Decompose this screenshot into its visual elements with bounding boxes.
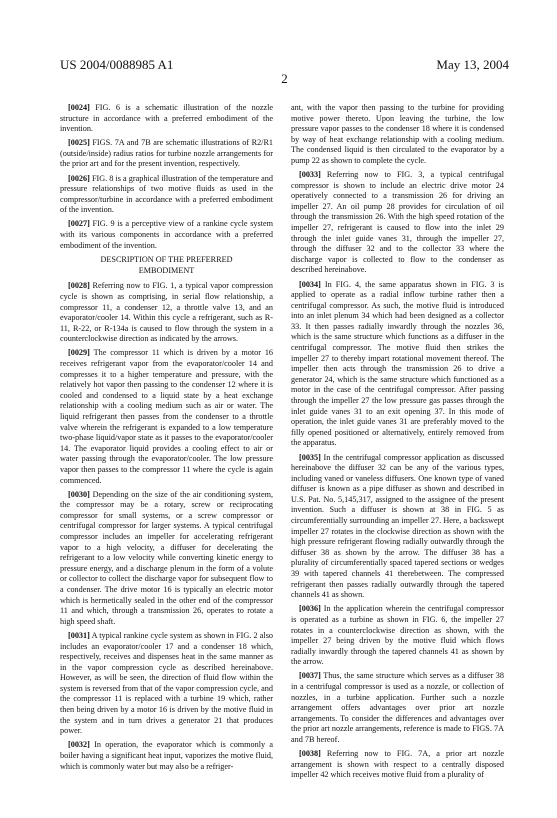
paragraph-number: [0025] xyxy=(68,138,90,148)
paragraph-number: [0038] xyxy=(299,749,321,759)
paragraph-0028 xyxy=(60,281,273,345)
paragraph-text: Referring now to FIG. 1, a typical vapor compression cycle is shown as comprising, in serial flow relationship, a compressor 11, a condenser 12, a throttle valve 13, and an evaporator/cooler 14. Within this cycle a refrigerant, such as R-11, R-22, or R-134a is caused to flow through the system in a counterclockwise direction as indicated by the arrows. xyxy=(60,281,273,344)
paragraph-number: [0024] xyxy=(68,103,90,112)
paragraph-0025 xyxy=(60,138,273,170)
paragraph-text: Referring now to FIG. 7A, a prior art nozzle arrangement is shown with respect to a centrally disposed impeller 42 which receives motive fluid from a plurality of xyxy=(291,749,505,780)
publication-date: May 13, 2004 xyxy=(436,57,509,72)
paragraph-text: Referring now to FIG. 3, a typical centrifugal compressor is shown to include an electric drive motor 24 operatively connected to a transmission 26 for driving an impeller 27. An oil pump 28 provides for circulation of oil through the transmission 26. With the high speed rotation of the impeller 27, refrigerant is caused to flow into the inlet 29 through the inlet guide vanes 31, through the impeller 27, through the diffuser 32 and to the collector 33 where the discharge vapor is collected to flow to the condenser as described hereinabove. xyxy=(291,170,504,275)
paragraph-0030 xyxy=(60,490,273,628)
paragraph-0038 xyxy=(291,749,504,781)
paragraph-0024 xyxy=(60,103,273,135)
section-heading-line-2: EMBODIMENT xyxy=(138,265,195,275)
paragraph-0034 xyxy=(291,280,504,450)
paragraph-0036 xyxy=(291,604,504,668)
paragraph-number: [0031] xyxy=(68,630,90,640)
paragraph-0031 xyxy=(60,631,273,737)
paragraph-number: [0035] xyxy=(299,452,321,462)
page-number: 2 xyxy=(281,71,288,86)
paragraph-text: Depending on the size of the air conditioning system, the compressor may be a rotary, screw or reciprocating compressor for small systems, or a screw compressor or centrifugal compressor for larger systems. A typical centrifugal compressor includes an impeller for accelerating refrigerant vapor to a high velocity, a diffuser for decelerating the refrigerant to a low velocity while converting kinetic energy to pressure energy, and a discharge plenum in the form of a volute or collector to collect the discharge vapor for subsequent flow to a condenser. The drive motor 16 is typically an electric motor which is hermetically sealed in the other end of the compressor 11 and which, through a transmission 26, operates to rotate a high speed shaft. xyxy=(60,489,274,626)
paragraph-number: [0027] xyxy=(68,219,90,229)
paragraph-0037 xyxy=(291,671,504,745)
paragraph-text: Thus, the same structure which serves as a diffuser 38 in a centrifugal compressor is used as a nozzle, or collection of nozzles, in a turbine application. Further such a nozzle arrangement offers advantages over prior art nozzle arrangements. To consider the differences and advantages over the prior art nozzle arrangements, reference is made to FIGS. 7A and 7B hereof. xyxy=(291,671,504,744)
section-heading xyxy=(60,255,273,276)
paragraph-text: FIG. 8 is a graphical illustration of the temperature and pressure relationships of two motive fluids as used in the compressor/turbine in accordance with a preferred embodiment of the invention. xyxy=(60,173,273,215)
page-header xyxy=(60,57,509,86)
paragraph-number: [0032] xyxy=(68,740,90,750)
paragraph-continuation: ant, with the vapor then passing to the turbine for providing motive power thereto. Upon leaving the turbine, the low pressure vapor passes to the condenser 18 where it is condensed by way of heat exchange relationship with a cooling medium. The condensed liquid is then circulated to the evaporator by a pump 22 as shown to complete the cycle. xyxy=(291,103,504,165)
paragraph-number: [0036] xyxy=(299,604,321,614)
paragraph-0029 xyxy=(60,348,273,486)
paragraph-text: FIG. 9 is a perceptive view of a rankine cycle system with its various components in accordance with a preferred embodiment of the invention. xyxy=(60,219,273,250)
right-column xyxy=(291,103,504,784)
paragraph-number: [0037] xyxy=(299,671,321,681)
paragraph-text: A typical rankine cycle system as shown in FIG. 2 also includes an evaporator/cooler 17 and a condenser 18 which, respectively, receives and dispenses heat in the same manner as in the vapor compression cycle as described hereinabove. However, as will be seen, the direction of fluid flow within the system is reversed from that of the vapor compression cycle, and the compressor 11 is replaced with a turbine 19 which, rather then being driven by a motor 16 is driven by the motive fluid in the system and in turn drives a generator 21 that produces power. xyxy=(60,630,273,736)
publication-number: US 2004/0088985 A1 xyxy=(60,57,174,72)
paragraph-text: The compressor 11 which is driven by a motor 16 receives refrigerant vapor from the evaporator/cooler 14 and compresses it to a higher temperature and pressure, with the relatively hot vapor then passing to the condenser 12 where it is cooled and condensed to a liquid state by a heat exchange relationship with a cooling medium such as air or water. The liquid refrigerant then passes from the condenser to a throttle valve wherein the refrigerant is expanded to a low temperature two-phase liquid/vapor state as it passes to the evaporator/cooler 14. The evaporator liquid provides a cooling effect to air or water passing through the evaporator/cooler. The low pressure vapor then passes to the compressor 11 where the cycle is again commenced. xyxy=(60,348,274,485)
paragraph-text: In operation, the evaporator which is commonly a boiler having a significant heat input, vaporizes the motive fluid, which is commonly water but may also be a refriger- xyxy=(60,740,273,771)
paragraph-text: In the application wherein the centrifugal compressor is operated as a turbine as shown in FIG. 6, the impeller 27 rotates in a counterclockwise direction as shown, with the impeller 27 being driven by the motive fluid which flows radially inwardly through the tapered channels 41 as shown by the arrow. xyxy=(291,604,505,667)
paragraph-number: [0034] xyxy=(299,279,321,289)
paragraph-0033 xyxy=(291,170,504,276)
paragraph-text: FIG. 6 is a schematic illustration of the nozzle structure in accordance with a preferred embodiment of the invention. xyxy=(60,103,274,134)
paragraph-text: In the centrifugal compressor application as discussed hereinabove the diffuser 32 can be any of the various types, including vaned or vaneless diffusers. One known type of vaned diffuser is known as a pipe diffuser as shown and described in U.S. Pat. No. 5,145,317, assigned to the assignee of the present invention. Such a diffuser is shown at 38 in FIG. 5 as circumferentially surrounding an impeller 27. Here, a backswept impeller 27 rotates in the clockwise direction as shown with the high pressure refrigerant flowing radially outwardly through the diffuser 38 as shown by the arrow. The diffuser 38 has a plurality of circumferentially spaced tapered sections or wedges 39 with tapered channels 41 therebetween. The compressed refrigerant then passes radially outwardly through the tapered channels 41 as shown. xyxy=(291,452,505,600)
paragraph-text: In FIG. 4, the same apparatus shown in FIG. 3 is applied to operate as a radial inflow turbine rather then a centrifugal compressor. As such, the motive fluid is introduced into an inlet plenum 34 which had been designed as a collector 33. It then passes radially inwardly through the nozzles 36, which is the same structure which functions as a diffuser in the centrifugal compressor. The motive fluid then strikes the impeller 27 to thereby impart rotational movement thereof. The impeller then acts through the transmission 26 to drive a generator 24, which is the same structure which functioned as a motor in the case of the centrifugal compressor. After passing through the impeller 27 the low pressure gas passes through the inlet guide vanes 31 to an exit opening 37. In this mode of operation, the inlet guide vanes 31 are preferably moved to the filly opened positioned or alternatively, entirely removed from the apparatus. xyxy=(291,279,504,448)
section-heading-line-1: DESCRIPTION OF THE PREFERRED xyxy=(100,255,233,265)
paragraph-0032 xyxy=(60,740,273,772)
left-column xyxy=(60,103,273,776)
paragraph-number: [0026] xyxy=(68,173,90,183)
paragraph-0027 xyxy=(60,219,273,251)
paragraph-0026 xyxy=(60,174,273,216)
paragraph-number: [0028] xyxy=(68,281,90,291)
paragraph-number: [0029] xyxy=(68,348,90,358)
paragraph-text: FIGS. 7A and 7B are schematic illustrations of R2/R1 (outside/inside) radius ratios for turbine nozzle arrangements for the prior art and for the present invention, respectively. xyxy=(60,138,273,169)
paragraph-number: [0030] xyxy=(68,489,90,499)
paragraph-number: [0033] xyxy=(299,170,321,180)
paragraph-0035 xyxy=(291,453,504,601)
